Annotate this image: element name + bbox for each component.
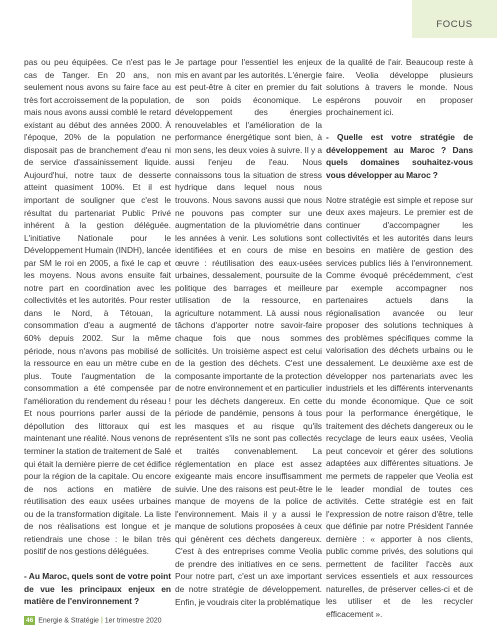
- column-2-paragraph: Je partage pour l'essentiel les enjeux mis en avant par les autorités. L'énergie est peut-être à citer en premier du fait de son poids économique. Le développement des énergies renouvelables et l'amélioration de la performance énergétique sont bien, à mon sens, les deux voies à suivre. Il y a aussi l'enjeu de l'eau. Nous connaissons tous la situation de stress hydrique dans lequel nous nous trouvons. Nous savons aussi que nous ne pouvons pas compter sur une augmentation de la pluviométrie dans les années à venir. Les solutions sont identifiées et en cours de mise en œuvre : réutilisation des eaux-usées urbaines, dessalement, poursuite de la politique des barrages et meilleure utilisation de la ressource, en agriculture notamment. Là aussi nous tâchons d'apporter notre savoir-faire chaque fois que nous sommes sollicités. Un troisième aspect est celui de la gestion des déchets. C'est une composante importante de la protection de notre environnement et en particulier pour les déchets dangereux. En cette période de pandémie, pensons à tous les masques et au risque qu'ils représentent s'ils ne sont pas collectés et traités convenablement. La réglementation en place est assez exigeante mais encore insuffisamment suivie. Une des raisons est peut-être le manque de moyens de la police de l'environnement. Mais il y a aussi le manque de solutions proposées à ceux qui génèrent ces déchets dangereux. C'est à des entreprises comme Veolia de prendre des initiatives en ce sens. Pour notre part, c'est un axe important de notre stratégie de développement. Enfin, je voudrais citer la problématique: [175, 57, 322, 607]
- footer-separator: |: [100, 617, 103, 625]
- article-column-1: [24, 56, 171, 608]
- column-3-paragraph-1: de la qualité de l'air. Beaucoup reste à faire. Veolia développe plusieurs solutions à travers le monde. Nous espérons pouvoir en proposer prochainement ici.: [326, 57, 473, 118]
- section-tab: [412, 0, 497, 38]
- publication-name: Energie & Stratégie: [38, 617, 99, 625]
- interview-question-environment: - Au Maroc, quels sont de votre point de vue les principaux enjeux en matière de l'environnement ?: [24, 571, 171, 607]
- page-number: 46: [26, 617, 34, 624]
- article-column-3: [326, 56, 473, 621]
- article-column-2: [175, 56, 322, 608]
- section-label: FOCUS: [436, 19, 473, 30]
- page-footer: [24, 616, 162, 625]
- column-1-paragraph: pas ou peu équipées. Ce n'est pas le cas de Tanger. En 20 ans, non seulement nous avons su faire face au très fort accroissement de la population, mais nous avons aussi comblé le retard existant au début des années 2000. À l'époque, 20% de la population ne disposait pas de branchement d'eau ni de service d'assainissement liquide. Aujourd'hui, notre taux de desserte atteint quasiment 100%. Et il est important de souligner que c'est le résultat du partenariat Public Privé inhérent à la gestion déléguée. L'initiative Nationale pour le Développement Humain (INDH), lancée par SM le roi en 2005, a fixé le cap et les moyens. Nous avons ensuite fait notre part en coordination avec les collectivités et les autorités. Pour rester dans le Nord, à Tétouan, la consommation d'eau a augmenté de 60% depuis 2002. Sur la même période, nous n'avons pas mobilisé de la ressource en eau un mètre cube en plus. Toute l'augmentation de la consommation a été compensée par l'amélioration du rendement du réseau ! Et nous pourrions parler aussi de la dépollution des littoraux qui est maintenant une réalité. Nous venons de terminer la station de traitement de Salé qui était la dernière pierre de cet édifice pour la région de la capitale. Ou encore de nos actions en matière de réutilisation des eaux usées urbaines ou de la transformation digitale. La liste de nos réalisations est longue et je retiendrais une chose : le bilan très positif de nos gestions déléguées.: [24, 57, 172, 557]
- interview-question-strategy: - Quelle est votre stratégie de développement au Maroc ? Dans quels domaines souhaitez-vous vous développer au Maroc ?: [326, 132, 473, 180]
- issue-date: 1er trimestre 2020: [104, 617, 162, 625]
- column-3-paragraph-2: Notre stratégie est simple et repose sur deux axes majeurs. Le premier est de continuer d'accompagner les collectivités et les autorités dans leurs besoins en matière de gestion des services publics liés à l'environnement. Comme évoqué précédemment, c'est par exemple accompagner nos partenaires actuels dans la régionalisation avancée ou leur proposer des solutions techniques à des problèmes spécifiques comme la valorisation des déchets urbains ou le dessalement. Le deuxième axe est de développer nos partenariats avec les industriels et les différents intervenants du monde économique. Que ce soit pour la performance énergétique, le traitement des déchets dangereux ou le recyclage de leurs eaux usées, Veolia peut concevoir et gérer des solutions adaptées aux différentes situations. Je me permets de rappeler que Veolia est le leader mondial de toutes ces activités. Cette stratégie est en fait l'expression de notre raison d'être, telle que définie par notre Président l'année dernière : « apporter à nos clients, public comme privés, des solutions qui permettent de faciliter l'accès aux services essentiels et aux ressources naturelles, de préserver celles-ci et de les utiliser et de les recycler efficacement ».: [326, 194, 473, 619]
